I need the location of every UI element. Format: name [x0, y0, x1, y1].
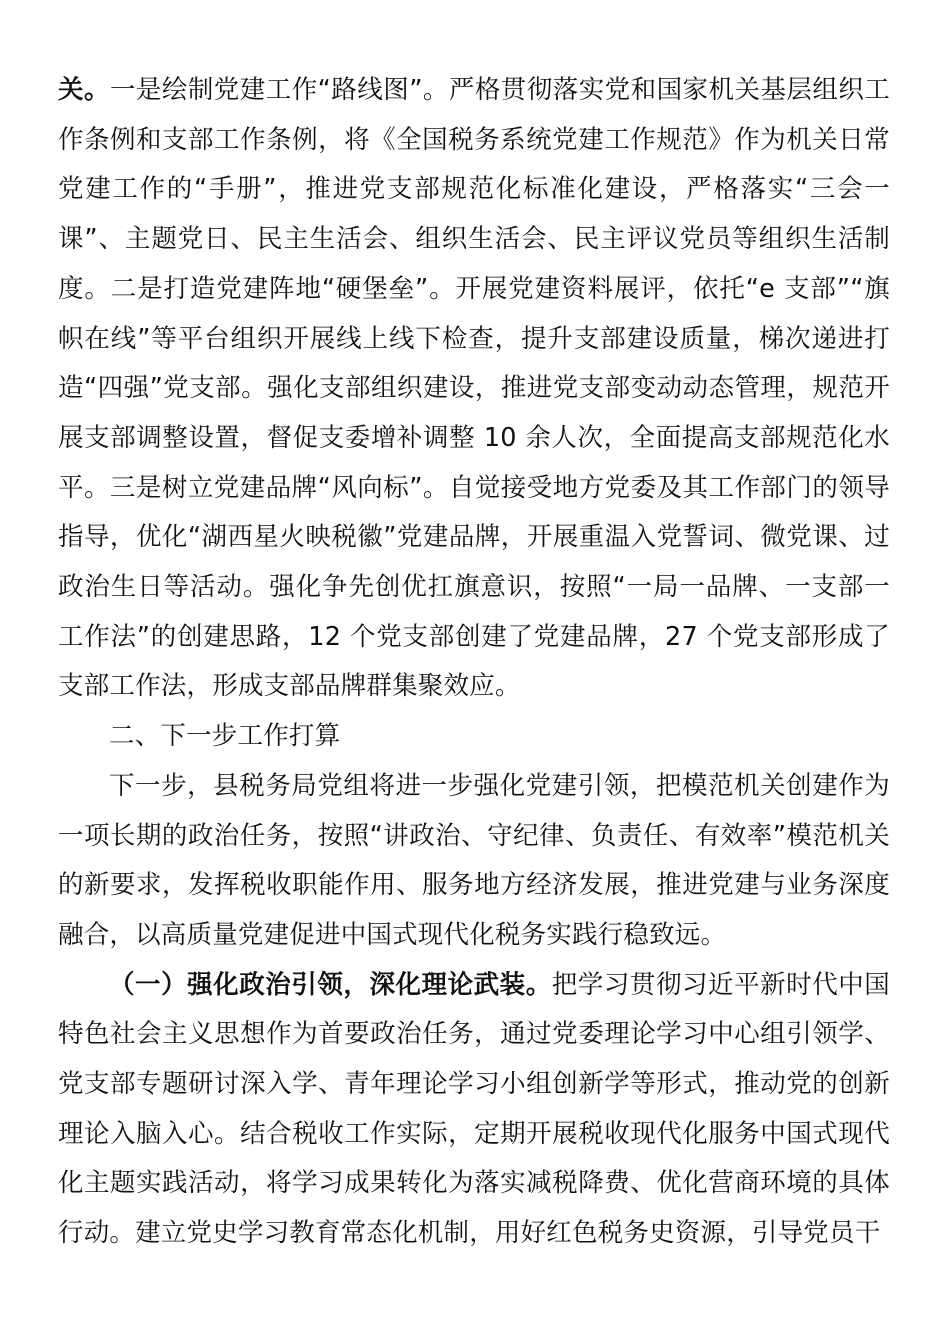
- section-heading-next-steps: 二、下一步工作打算: [109, 721, 341, 752]
- paragraph-lead-bold: （一）强化政治引领，深化理论武装。: [109, 969, 552, 1000]
- paragraph-party-building-work: [58, 66, 890, 712]
- paragraph-lead-bold: 关。: [58, 75, 110, 105]
- paragraph-text: 把学习贯彻习近平新时代中国特色社会主义思想作为首要政治任务，通过党委理论学习中心组引领学、党支部专题研讨深入学、青年理论学习小组创新学等形式，推动党的创新理论入脑入心。结合税收工作实际，定期开展税收现代化服务中国式现代化主题实践活动，将学习成果转化为落实减税降费、优化营商环境的具体行动。建立党史学习教育常态化机制，用好红色税务史资源，引导党员干: [58, 969, 890, 1249]
- paragraph-political-guidance: [58, 961, 890, 1259]
- paragraph-text: 一是绘制党建工作“路线图”。严格贯彻落实党和国家机关基层组织工作条例和支部工作条例，将《全国税务系统党建工作规范》作为机关日常党建工作的“手册”，推进党支部规范化标准化建设，严格落实“三会一课”、主题党日、民主生活会、组织生活会、民主评议党员等组织生活制度。二是打造党建阵地“硬堡垒”。开展党建资料展评，依托“e 支部”“旗帜在线”等平台组织开展线上线下检查，提升支部建设质量，梯次递进打造“四强”党支部。强化支部组织建设，推进党支部变动动态管理，规范开展支部调整设置，督促支委增补调整 10 余人次，全面提高支部规范化水平。三是树立党建品牌“风向标”。自觉接受地方党委及其工作部门的领导指导，优化“湖西星火映税徽”党建品牌，开展重温入党誓词、微党课、过政治生日等活动。强化争先创优扛旗意识，按照“一局一品牌、一支部一工作法”的创建思路，12 个党支部创建了党建品牌，27 个党支部形成了支部工作法，形成支部品牌群集聚效应。: [58, 75, 890, 702]
- paragraph-next-steps-intro: 下一步，县税务局党组将进一步强化党建引领，把模范机关创建作为一项长期的政治任务，按照“讲政治、守纪律、负责任、有效率”模范机关的新要求，发挥税收职能作用、服务地方经济发展，推进党建与业务深度融合，以高质量党建促进中国式现代化税务实践行稳致远。: [58, 770, 890, 950]
- document-body: [58, 66, 890, 1259]
